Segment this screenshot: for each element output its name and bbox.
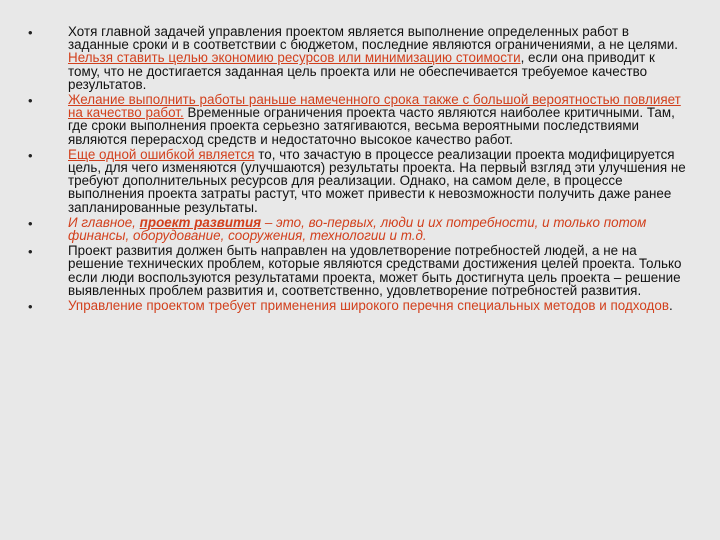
text-run: – это, во-первых, люди и их потребности, и только потом финансы, оборудование, сооружения, технологии и т.д.: [68, 214, 647, 244]
bullet-item-2: [28, 93, 688, 146]
bullet-marker: •: [28, 244, 33, 260]
highlight-text: Желание выполнить работы раньше намеченного срока также с большой вероятностью повлияет на качество работ.: [68, 92, 681, 121]
bullet-item-4: [28, 216, 688, 242]
bullet-text: [68, 299, 688, 312]
bullet-text: [68, 93, 688, 146]
text-run: то, что зачастую в процессе реализации проекта модифицируется цель, для чего изменяются (улучшаются) результаты проекта. На первый взгляд эти улучшения не требуют дополнительных ресурсов для реализации. Однако, на самом деле, в процессе выполнения проекта затраты растут, что может привести к невозможности получить даже ранее запланированные результаты.: [68, 146, 686, 215]
text-run: Временные ограничения проекта часто являются наиболее критичными. Там, где сроки выполнения проекта серьезно затягиваются, весьма вероятными последствиями являются перерасход средств и недостаточно высокое качество работ.: [68, 105, 675, 147]
highlight-text: Нельзя ставить целью экономию ресурсов или минимизацию стоимости: [68, 50, 521, 66]
bullet-item-6: [28, 299, 688, 313]
bullet-marker: •: [28, 25, 33, 40]
bullet-text: [68, 216, 688, 242]
bullet-text: [68, 244, 688, 297]
bullet-item-1: [28, 25, 688, 91]
highlight-text: Еще одной ошибкой является: [68, 146, 255, 162]
text-run: И главное,: [68, 214, 140, 230]
bullet-text: [68, 148, 688, 214]
bullet-item-3: [28, 148, 688, 214]
text-run: .: [668, 298, 673, 314]
text-run: Управление проектом требует применения широкого перечня специальных методов и подходов: [68, 298, 669, 314]
bullet-list: [28, 25, 688, 315]
bullet-marker: •: [28, 299, 33, 315]
text-run: Хотя главной задачей управления проектом является выполнение определенных работ в заданные сроки и в соответствии с бюджетом, последние являются ограничениями, а не целями.: [68, 24, 678, 53]
bullet-marker: •: [28, 147, 33, 163]
bullet-item-5: [28, 244, 688, 297]
text-run: Проект развития должен быть направлен на удовлетворение потребностей людей, а не на решение технических проблем, которые являются средствами достижения целей проекта. Только если люди воспользуются результатами проекта, может быть достигнута цель проекта – решение выявленных проблем развития и, соответственно, удовлетворение потребностей развития.: [68, 243, 682, 298]
bullet-marker: •: [28, 215, 33, 231]
bullet-marker: •: [28, 93, 33, 109]
highlight-text: проект развития: [139, 214, 262, 230]
text-run: , если она приводит к тому, что не достигается заданная цель проекта или не обеспечивается требуемое качество результатов.: [68, 50, 655, 92]
bullet-text: [68, 25, 688, 91]
